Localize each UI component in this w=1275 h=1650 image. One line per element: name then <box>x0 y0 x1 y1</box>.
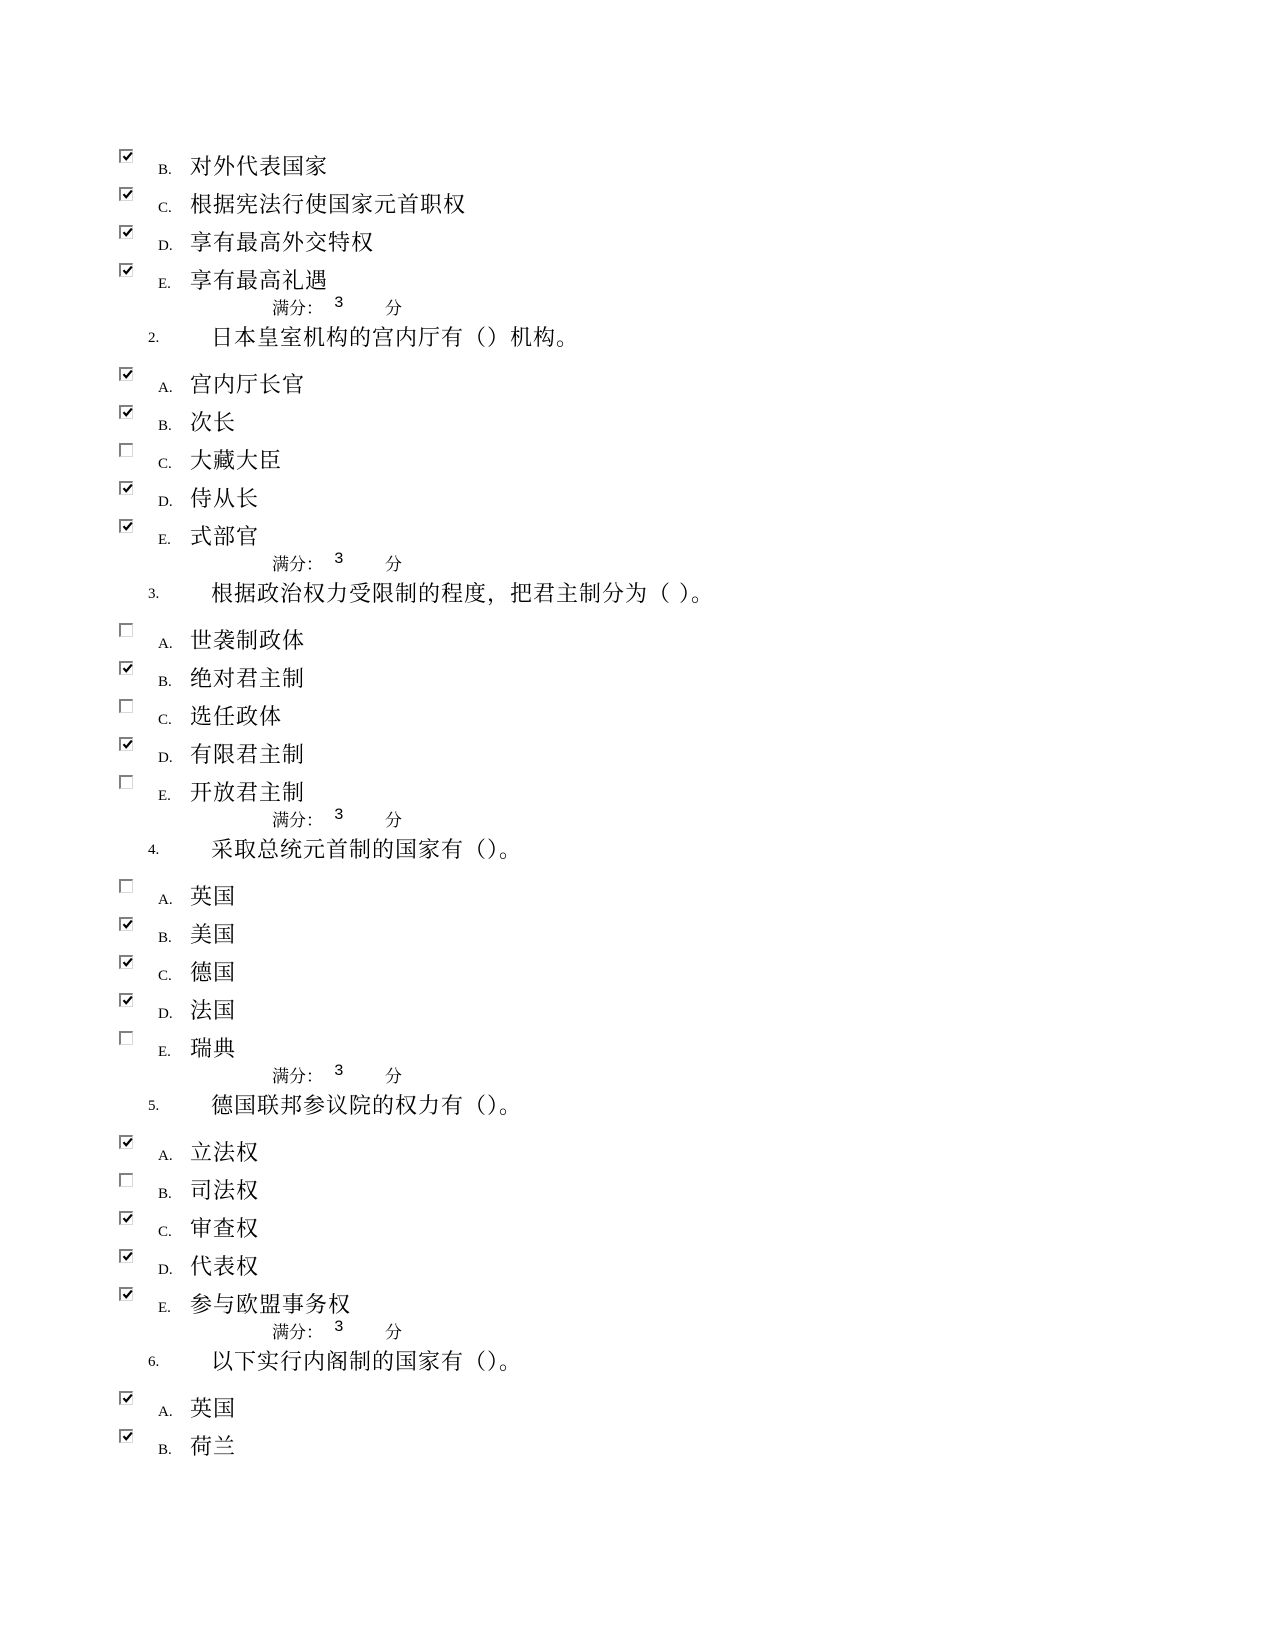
option-text: 荷兰 <box>190 1435 237 1460</box>
checkbox-checked[interactable] <box>119 1249 133 1263</box>
score-label: 满分： <box>272 811 323 831</box>
option-letter: A. <box>158 1404 173 1420</box>
option-row <box>0 405 1275 443</box>
option-letter: E. <box>158 788 171 804</box>
checkmark-icon <box>121 662 134 675</box>
option-letter: C. <box>158 1224 172 1240</box>
option-text: 宫内厅长官 <box>190 373 306 398</box>
question-number: 2. <box>148 330 160 346</box>
question-row <box>0 321 1275 355</box>
option-row <box>0 1173 1275 1211</box>
option-row <box>0 623 1275 661</box>
question-text: 德国联邦参议院的权力有（）。 <box>211 1094 523 1119</box>
option-row <box>0 661 1275 699</box>
checkbox-checked[interactable] <box>119 1391 133 1405</box>
option-text: 美国 <box>190 923 237 948</box>
question-text: 以下实行内阁制的国家有（）。 <box>211 1350 523 1375</box>
option-letter: E. <box>158 276 171 292</box>
checkmark-icon <box>121 738 134 751</box>
checkbox-checked[interactable] <box>119 737 133 751</box>
option-row <box>0 1211 1275 1249</box>
option-letter: D. <box>158 238 173 254</box>
checkbox-checked[interactable] <box>119 1429 133 1443</box>
option-text: 世袭制政体 <box>190 629 306 654</box>
option-letter: B. <box>158 418 172 434</box>
option-text: 德国 <box>190 961 237 986</box>
question-text: 根据政治权力受限制的程度，把君主制分为（ ）。 <box>211 582 714 607</box>
question-number: 6. <box>148 1354 160 1370</box>
checkmark-icon <box>121 368 134 381</box>
score-unit: 分 <box>385 1067 402 1087</box>
option-letter: D. <box>158 494 173 510</box>
checkbox-unchecked[interactable] <box>119 443 133 457</box>
option-text: 根据宪法行使国家元首职权 <box>190 193 467 218</box>
question-number: 3. <box>148 586 160 602</box>
question-row <box>0 577 1275 611</box>
option-text: 审查权 <box>190 1217 260 1242</box>
checkmark-icon <box>121 1136 134 1149</box>
score-value: 3 <box>334 806 344 824</box>
score-label: 满分： <box>272 555 323 575</box>
checkbox-checked[interactable] <box>119 1287 133 1301</box>
checkmark-icon <box>121 264 134 277</box>
option-text: 大藏大臣 <box>190 449 283 474</box>
option-text: 对外代表国家 <box>190 155 329 180</box>
checkbox-checked[interactable] <box>119 993 133 1007</box>
checkbox-checked[interactable] <box>119 481 133 495</box>
checkbox-unchecked[interactable] <box>119 775 133 789</box>
option-row <box>0 263 1275 301</box>
checkbox-checked[interactable] <box>119 519 133 533</box>
option-row <box>0 225 1275 263</box>
checkbox-unchecked[interactable] <box>119 879 133 893</box>
option-row <box>0 149 1275 187</box>
score-unit: 分 <box>385 811 402 831</box>
checkmark-icon <box>121 994 134 1007</box>
question-text: 日本皇室机构的宫内厅有（）机构。 <box>211 326 580 351</box>
score-unit: 分 <box>385 299 402 319</box>
option-row <box>0 1249 1275 1287</box>
option-row <box>0 1391 1275 1429</box>
option-row <box>0 993 1275 1031</box>
option-row <box>0 367 1275 405</box>
option-text: 次长 <box>190 411 237 436</box>
option-text: 立法权 <box>190 1141 260 1166</box>
checkmark-icon <box>121 188 134 201</box>
question-row <box>0 1345 1275 1379</box>
checkmark-icon <box>121 482 134 495</box>
option-text: 绝对君主制 <box>190 667 306 692</box>
checkbox-checked[interactable] <box>119 661 133 675</box>
checkmark-icon <box>121 406 134 419</box>
checkmark-icon <box>121 1430 134 1443</box>
checkmark-icon <box>121 520 134 533</box>
option-text: 侍从长 <box>190 487 260 512</box>
option-letter: A. <box>158 892 173 908</box>
score-value: 3 <box>334 550 344 568</box>
checkmark-icon <box>121 918 134 931</box>
question-text: 采取总统元首制的国家有（）。 <box>211 838 523 863</box>
option-letter: B. <box>158 162 172 178</box>
checkbox-unchecked[interactable] <box>119 699 133 713</box>
checkbox-checked[interactable] <box>119 405 133 419</box>
option-letter: B. <box>158 674 172 690</box>
checkbox-checked[interactable] <box>119 187 133 201</box>
option-row <box>0 1287 1275 1325</box>
option-row <box>0 737 1275 775</box>
option-letter: C. <box>158 712 172 728</box>
checkmark-icon <box>121 1212 134 1225</box>
option-row <box>0 917 1275 955</box>
question-row <box>0 1089 1275 1123</box>
option-text: 有限君主制 <box>190 743 306 768</box>
option-row <box>0 1429 1275 1467</box>
checkbox-unchecked[interactable] <box>119 623 133 637</box>
score-label: 满分： <box>272 1323 323 1343</box>
option-text: 开放君主制 <box>190 781 306 806</box>
option-text: 英国 <box>190 885 237 910</box>
option-text: 英国 <box>190 1397 237 1422</box>
checkbox-unchecked[interactable] <box>119 1173 133 1187</box>
option-row <box>0 519 1275 557</box>
option-text: 法国 <box>190 999 237 1024</box>
question-row <box>0 833 1275 867</box>
option-letter: A. <box>158 380 173 396</box>
checkbox-checked[interactable] <box>119 367 133 381</box>
option-letter: B. <box>158 1442 172 1458</box>
option-row <box>0 699 1275 737</box>
score-label: 满分： <box>272 1067 323 1087</box>
checkmark-icon <box>121 1250 134 1263</box>
option-row <box>0 1031 1275 1069</box>
option-row <box>0 481 1275 519</box>
option-letter: B. <box>158 930 172 946</box>
checkmark-icon <box>121 1392 134 1405</box>
option-text: 享有最高外交特权 <box>190 231 375 256</box>
option-text: 代表权 <box>190 1255 260 1280</box>
checkbox-checked[interactable] <box>119 149 133 163</box>
option-text: 瑞典 <box>190 1037 237 1062</box>
checkbox-checked[interactable] <box>119 263 133 277</box>
option-letter: C. <box>158 456 172 472</box>
checkbox-checked[interactable] <box>119 917 133 931</box>
option-letter: A. <box>158 636 173 652</box>
checkmark-icon <box>121 150 134 163</box>
score-unit: 分 <box>385 1323 402 1343</box>
score-value: 3 <box>334 1318 344 1336</box>
option-letter: A. <box>158 1148 173 1164</box>
option-letter: E. <box>158 532 171 548</box>
option-text: 参与欧盟事务权 <box>190 1293 352 1318</box>
checkbox-checked[interactable] <box>119 955 133 969</box>
score-value: 3 <box>334 294 344 312</box>
checkbox-unchecked[interactable] <box>119 1031 133 1045</box>
option-letter: C. <box>158 200 172 216</box>
option-text: 式部官 <box>190 525 260 550</box>
option-row <box>0 1135 1275 1173</box>
option-letter: D. <box>158 750 173 766</box>
option-row <box>0 879 1275 917</box>
checkmark-icon <box>121 226 134 239</box>
checkbox-checked[interactable] <box>119 225 133 239</box>
option-letter: E. <box>158 1044 171 1060</box>
option-row <box>0 775 1275 813</box>
option-letter: D. <box>158 1262 173 1278</box>
score-label: 满分： <box>272 299 323 319</box>
score-value: 3 <box>334 1062 344 1080</box>
score-unit: 分 <box>385 555 402 575</box>
option-letter: E. <box>158 1300 171 1316</box>
option-text: 选任政体 <box>190 705 283 730</box>
option-letter: B. <box>158 1186 172 1202</box>
option-row <box>0 955 1275 993</box>
option-row <box>0 443 1275 481</box>
checkmark-icon <box>121 1288 134 1301</box>
checkbox-checked[interactable] <box>119 1211 133 1225</box>
question-number: 4. <box>148 842 160 858</box>
question-number: 5. <box>148 1098 160 1114</box>
option-text: 享有最高礼遇 <box>190 269 329 294</box>
option-letter: D. <box>158 1006 173 1022</box>
option-letter: C. <box>158 968 172 984</box>
checkmark-icon <box>121 956 134 969</box>
option-text: 司法权 <box>190 1179 260 1204</box>
checkbox-checked[interactable] <box>119 1135 133 1149</box>
option-row <box>0 187 1275 225</box>
